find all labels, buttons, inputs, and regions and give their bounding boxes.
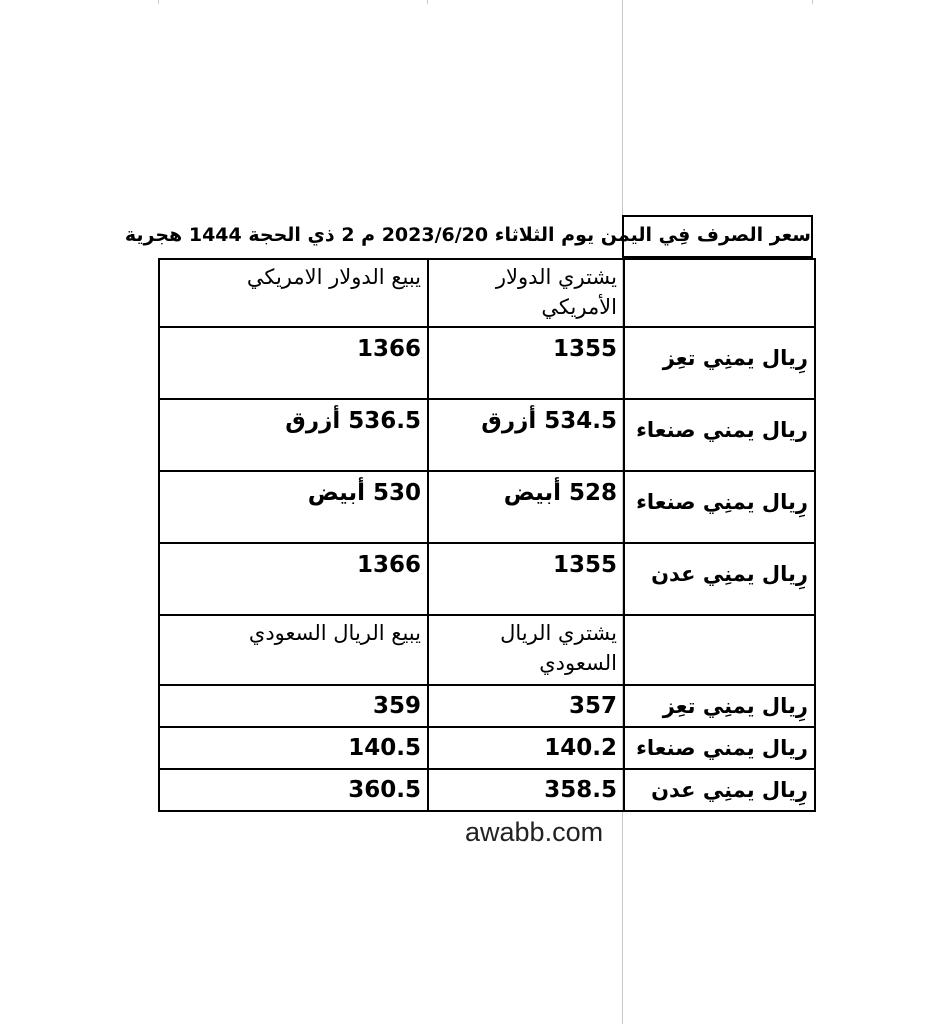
usd-header-row xyxy=(159,259,815,327)
table-row xyxy=(159,399,815,471)
buy-value: 1355 xyxy=(428,327,624,399)
sell-value: 530 أبيض xyxy=(159,471,428,543)
page-guide-tick xyxy=(812,0,813,4)
buy-value: 358.5 xyxy=(428,769,624,811)
page-guide-tick xyxy=(158,0,159,4)
currency-name: رِيال يمنِي تعِز xyxy=(624,685,815,727)
website-footer: awabb.com xyxy=(465,817,604,847)
table-row xyxy=(159,727,815,769)
exchange-rate-table xyxy=(158,258,816,812)
page-guide-tick xyxy=(427,0,428,4)
currency-name: ريال يمني صنعاء xyxy=(624,399,815,471)
table-row xyxy=(159,685,815,727)
buy-value: 1355 xyxy=(428,543,624,615)
usd-buy-header: يشتري الدولار الأمريكي xyxy=(428,259,624,327)
sar-buy-header: يشتري الريال السعودي xyxy=(428,615,624,685)
table-row xyxy=(159,769,815,811)
page-title: سعر الصرف فِي اليمن يوم الثلاثاء 2023/6/20 م 2 ذي الحجة 1444 هجرية xyxy=(124,224,811,246)
buy-value: 528 أبيض xyxy=(428,471,624,543)
sell-value: 360.5 xyxy=(159,769,428,811)
sar-sell-header: يبيع الريال السعودي xyxy=(159,615,428,685)
currency-name: ريال يمني صنعاء xyxy=(624,727,815,769)
sell-value: 1366 xyxy=(159,543,428,615)
sar-header-row xyxy=(159,615,815,685)
empty-header-cell xyxy=(624,259,815,327)
sell-value: 1366 xyxy=(159,327,428,399)
buy-value: 534.5 أزرق xyxy=(428,399,624,471)
currency-name: رِيال يمنِي تعِز xyxy=(624,327,815,399)
sell-value: 536.5 أزرق xyxy=(159,399,428,471)
currency-name: رِيال يمنِي عدن xyxy=(624,543,815,615)
table-row xyxy=(159,471,815,543)
buy-value: 357 xyxy=(428,685,624,727)
usd-sell-header: يبيع الدولار الامريكي xyxy=(159,259,428,327)
empty-header-cell xyxy=(624,615,815,685)
currency-name: رِيال يمنِي عدن xyxy=(624,769,815,811)
table-row xyxy=(159,327,815,399)
sell-value: 140.5 xyxy=(159,727,428,769)
buy-value: 140.2 xyxy=(428,727,624,769)
currency-name: رِيال يمنِي صنعاء xyxy=(624,471,815,543)
table-row xyxy=(159,543,815,615)
sell-value: 359 xyxy=(159,685,428,727)
